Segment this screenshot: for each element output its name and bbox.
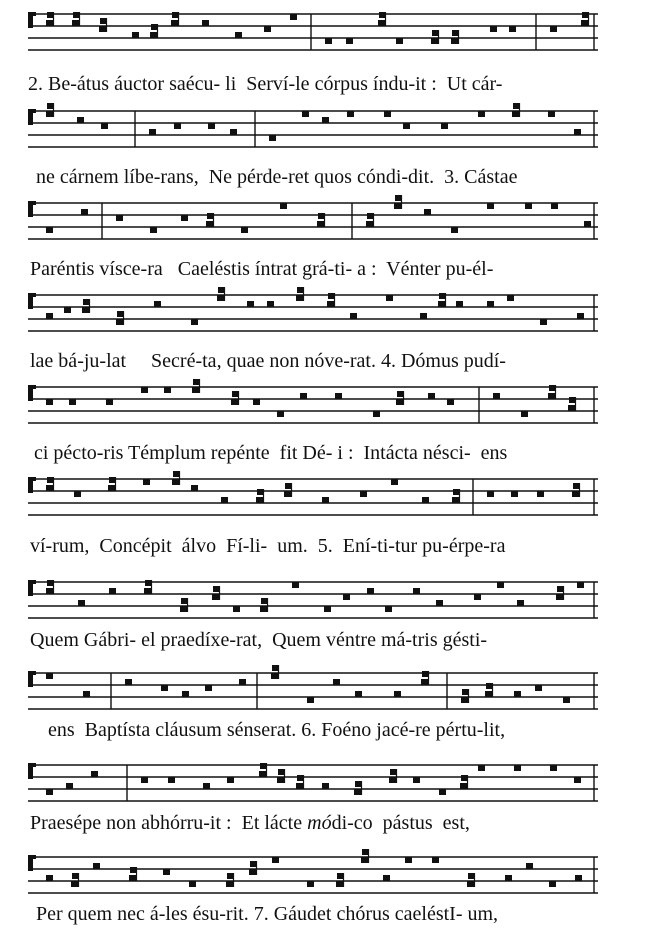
neume	[512, 111, 519, 117]
staff	[0, 103, 662, 167]
lyric-text: di-co pástus est,	[331, 812, 470, 834]
neume	[511, 491, 518, 497]
lyric-line: lae bá-ju-lat Secré-ta, quae non nóve-rat. 4. Dómus pudí-	[30, 350, 506, 372]
neume	[366, 221, 373, 227]
neume	[549, 881, 556, 887]
neume	[267, 301, 274, 307]
neume	[284, 491, 291, 497]
neume	[78, 600, 85, 606]
neume	[521, 411, 528, 417]
staff-lines	[0, 195, 662, 259]
neume	[77, 117, 84, 123]
neume	[452, 497, 459, 503]
neume	[235, 32, 242, 38]
neume	[241, 227, 248, 233]
neume	[336, 881, 343, 887]
neume	[350, 313, 357, 319]
neume	[436, 600, 443, 606]
neume	[572, 491, 579, 497]
neume	[174, 123, 181, 129]
neume	[556, 594, 563, 600]
neume	[71, 881, 78, 887]
staff-lines	[0, 287, 662, 351]
neume	[451, 38, 458, 44]
neume	[347, 111, 354, 117]
neume	[46, 20, 53, 26]
neume	[413, 588, 420, 594]
lyric-text: Praesépe non abhórru-it : Et lácte	[30, 812, 308, 834]
neume	[413, 777, 420, 783]
neume	[383, 875, 390, 881]
neume	[82, 307, 89, 313]
lyric-line	[0, 811, 662, 835]
neume	[171, 20, 178, 26]
neume	[422, 497, 429, 503]
neume	[431, 38, 438, 44]
neume	[325, 38, 332, 44]
neume	[217, 295, 224, 301]
neume	[149, 129, 156, 135]
neume	[509, 26, 516, 32]
neume	[46, 485, 53, 491]
neume	[277, 777, 284, 783]
neume	[180, 606, 187, 612]
neume	[212, 594, 219, 600]
neume	[93, 863, 100, 869]
neume	[327, 301, 334, 307]
neume	[202, 20, 209, 26]
neume	[116, 319, 123, 325]
neume	[333, 679, 340, 685]
neume	[525, 203, 532, 209]
neume	[367, 588, 374, 594]
neume	[568, 405, 575, 411]
neume	[378, 20, 385, 26]
neume	[373, 411, 380, 417]
neume	[307, 881, 314, 887]
neume	[335, 393, 342, 399]
neume	[46, 399, 53, 405]
neume	[189, 881, 196, 887]
neume	[129, 875, 136, 881]
neume	[272, 857, 279, 863]
neume	[584, 221, 591, 227]
neume	[74, 491, 81, 497]
neume	[447, 399, 454, 405]
neume	[99, 26, 106, 32]
neume	[361, 857, 368, 863]
neume	[322, 783, 329, 789]
neume	[391, 479, 398, 485]
neume	[168, 777, 175, 783]
staff	[0, 379, 662, 443]
neume	[296, 295, 303, 301]
neume	[66, 783, 73, 789]
neume	[150, 227, 157, 233]
neume	[537, 491, 544, 497]
neume	[451, 227, 458, 233]
neume	[290, 14, 297, 20]
neume	[259, 771, 266, 777]
neume	[46, 789, 53, 795]
lyric-italic-syllable: mó	[307, 812, 332, 834]
neume	[141, 387, 148, 393]
neume	[154, 301, 161, 307]
neume	[163, 869, 170, 875]
neume	[490, 26, 497, 32]
neume	[182, 691, 189, 697]
neume	[389, 777, 396, 783]
neume	[144, 588, 151, 594]
neume	[343, 594, 350, 600]
neume	[548, 111, 555, 117]
neume	[231, 399, 238, 405]
lyric-line: ne cárnem líbe-rans, Ne pérde-ret quos cóndi-dit. 3. Cástae	[36, 166, 518, 188]
neume	[172, 479, 179, 485]
neume	[439, 789, 446, 795]
neume	[256, 497, 263, 503]
neume	[64, 307, 71, 313]
neume	[478, 111, 485, 117]
neume	[307, 697, 314, 703]
lyric-line: 2. Be-átus áuctor saécu- li Serví-le córpus índu-it : Ut cár-	[28, 73, 503, 95]
neume	[574, 129, 581, 135]
neume	[386, 295, 393, 301]
neume	[91, 771, 98, 777]
neume	[302, 111, 309, 117]
neume	[143, 479, 150, 485]
neume	[292, 582, 299, 588]
neume	[221, 497, 228, 503]
neume	[280, 203, 287, 209]
neume	[191, 319, 198, 325]
neume	[551, 203, 558, 209]
neume	[478, 765, 485, 771]
neume	[403, 123, 410, 129]
lyric-line: Paréntis vísce-ra Caeléstis íntrat grá-ti- a : Vénter pu-él-	[30, 258, 494, 280]
neume	[396, 38, 403, 44]
neume	[150, 32, 157, 38]
neume	[141, 777, 148, 783]
neume	[405, 857, 412, 863]
neume	[535, 685, 542, 691]
neume	[487, 203, 494, 209]
neume	[277, 411, 284, 417]
neume	[164, 387, 171, 393]
staff-lines	[0, 103, 662, 167]
neume	[46, 875, 53, 881]
staff	[0, 195, 662, 259]
neume	[249, 869, 256, 875]
neume	[493, 393, 500, 399]
neume	[203, 783, 210, 789]
neume	[208, 123, 215, 129]
neume	[487, 301, 494, 307]
neume	[432, 857, 439, 863]
neume	[81, 209, 88, 215]
neume	[487, 491, 494, 497]
neume	[247, 301, 254, 307]
neume	[101, 123, 108, 129]
neume	[264, 26, 271, 32]
neume	[46, 673, 53, 679]
neume	[46, 227, 53, 233]
neume	[550, 26, 557, 32]
neume	[300, 393, 307, 399]
staff	[0, 287, 662, 351]
neume	[438, 301, 445, 307]
neume	[461, 697, 468, 703]
neume	[394, 691, 401, 697]
neume	[526, 863, 533, 869]
neume	[421, 679, 428, 685]
neume	[191, 485, 198, 491]
neume	[384, 111, 391, 117]
staff-lines	[0, 6, 662, 70]
neume	[497, 582, 504, 588]
neume	[206, 221, 213, 227]
staff	[0, 471, 662, 535]
neume	[540, 319, 547, 325]
neume	[181, 215, 188, 221]
neume	[83, 691, 90, 697]
neume	[132, 32, 139, 38]
neume	[324, 606, 331, 612]
neume	[456, 301, 463, 307]
neume	[109, 588, 116, 594]
neume	[226, 881, 233, 887]
neume	[574, 777, 581, 783]
neume	[424, 209, 431, 215]
neume	[485, 691, 492, 697]
lyric-line: ví-rum, Concépit álvo Fí-li- um. 5. Ení-ti-tur pu-érpe-ra	[30, 535, 506, 557]
neume	[354, 789, 361, 795]
lyric-line: ci pécto-ris Témplum repénte fit Dé- i : Intácta nésci- ens	[34, 442, 508, 464]
neume	[550, 765, 557, 771]
neume	[322, 117, 329, 123]
neume	[253, 399, 260, 405]
neume	[72, 20, 79, 26]
neume	[108, 485, 115, 491]
neume	[517, 600, 524, 606]
lyric-line: ens Baptísta cláusum sénserat. 6. Foéno jacé-re pértu-lit,	[48, 719, 506, 741]
staff	[0, 6, 662, 70]
neume	[346, 38, 353, 44]
neume	[385, 606, 392, 612]
neume	[514, 765, 521, 771]
neume	[116, 215, 123, 221]
neume	[355, 691, 362, 697]
neume	[161, 685, 168, 691]
staff-lines	[0, 471, 662, 535]
neume	[271, 673, 278, 679]
neume	[467, 881, 474, 887]
neume	[577, 313, 584, 319]
neume	[322, 497, 329, 503]
neume	[269, 135, 276, 141]
neume	[239, 679, 246, 685]
neume	[233, 606, 240, 612]
neume	[460, 783, 467, 789]
neume	[317, 221, 324, 227]
neume	[46, 111, 53, 117]
neume	[296, 783, 303, 789]
neume	[575, 875, 582, 881]
neume	[227, 777, 234, 783]
neume	[205, 685, 212, 691]
neume	[441, 123, 448, 129]
neume	[69, 399, 76, 405]
neume	[230, 129, 237, 135]
neume	[260, 606, 267, 612]
neume	[428, 393, 435, 399]
neume	[106, 399, 113, 405]
neume	[514, 691, 521, 697]
neume	[581, 20, 588, 26]
lyric-line: Quem Gábri- el praedíxe-rat, Quem véntre má-tris gésti-	[30, 629, 488, 651]
neume	[125, 679, 132, 685]
neume	[420, 313, 427, 319]
neume	[563, 697, 570, 703]
neume	[192, 387, 199, 393]
neume	[505, 875, 512, 881]
neume	[394, 203, 401, 209]
neume	[507, 295, 514, 301]
staff-lines	[0, 379, 662, 443]
neume	[46, 313, 53, 319]
neume	[46, 588, 53, 594]
lyric-line: Per quem nec á-les ésu-rit. 7. Gáudet chórus caeléstI- um,	[36, 903, 499, 925]
neume	[360, 491, 367, 497]
neume	[474, 594, 481, 600]
neume	[548, 393, 555, 399]
neume	[577, 582, 584, 588]
neume	[396, 399, 403, 405]
